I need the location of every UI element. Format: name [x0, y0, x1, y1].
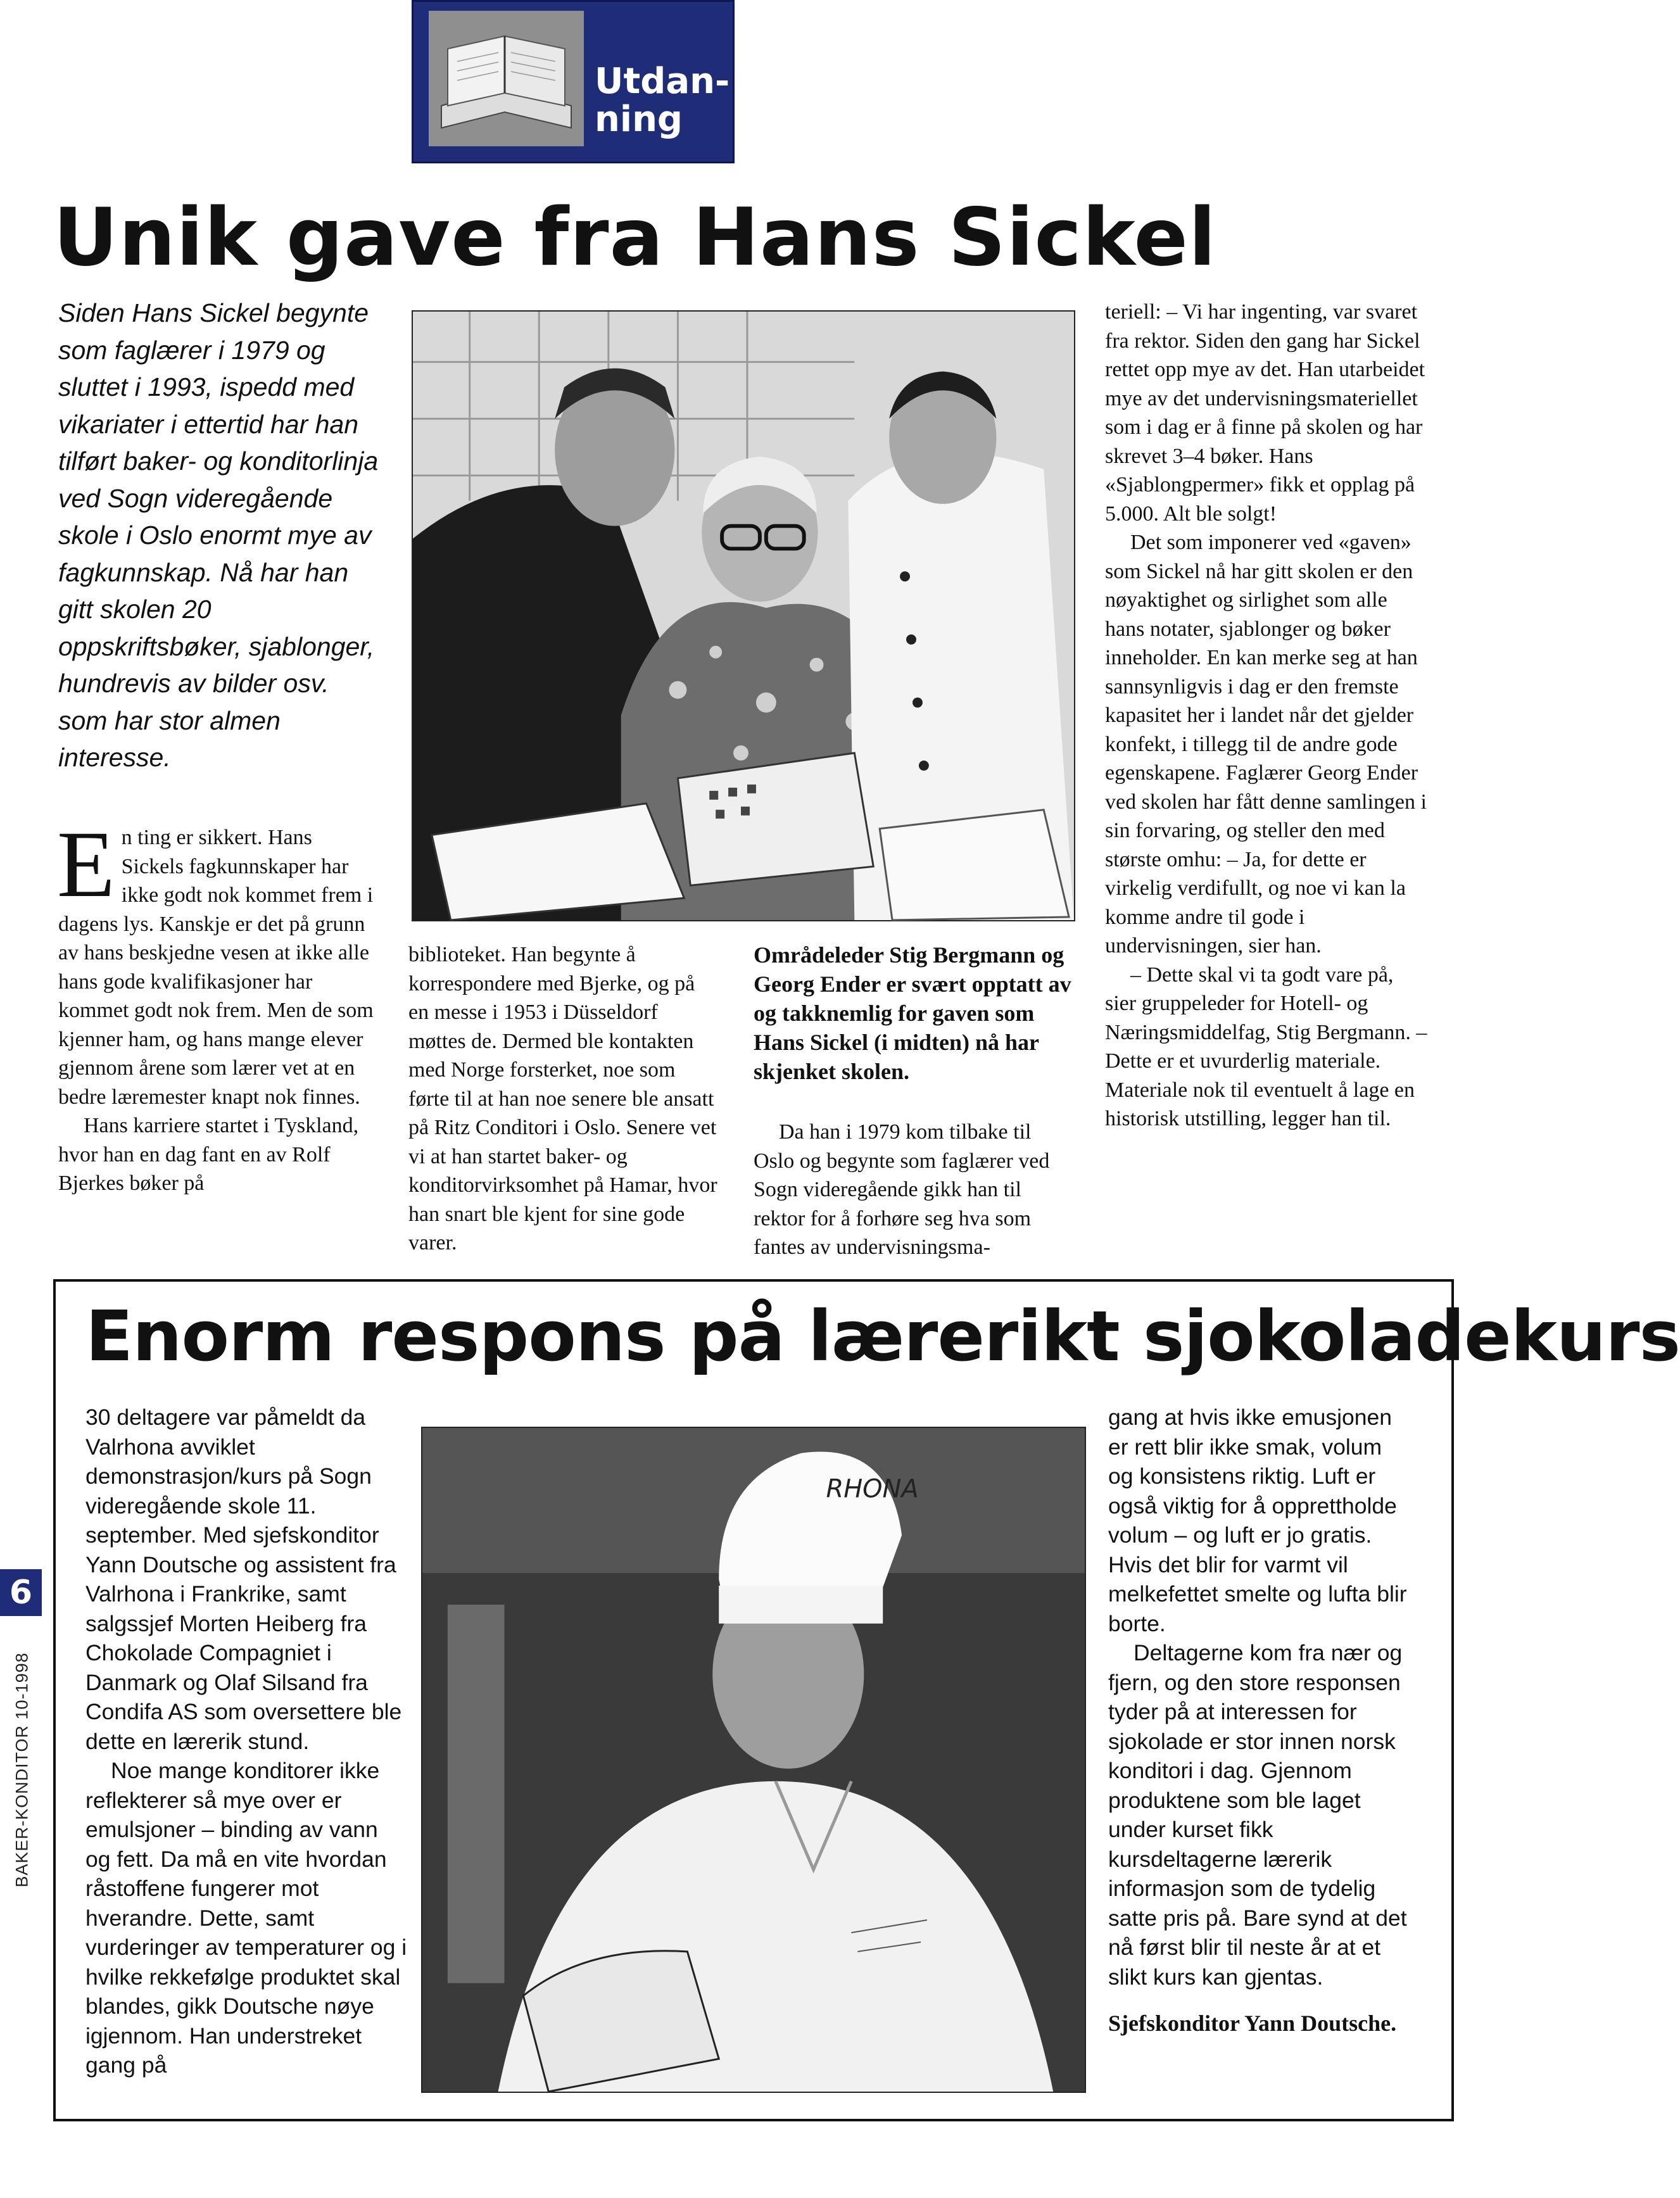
article2-photo-caption: Sjefskonditor Yann Doutsche.: [1108, 2011, 1397, 2036]
magazine-side-label: BAKER-KONDITOR 10-1998: [12, 1652, 32, 1888]
article1-column-3: [754, 1118, 1073, 1262]
article2-column-2: [1108, 1403, 1412, 1992]
article1-col4-paragraph-2: Det som imponerer ved «gaven» som Sickel nå har gitt skolen er den nøyaktighet og sirlighet som alle hans notater, sjablonger og bøker inneholder. En kan merke seg at han sannsynligvis i dag er den fremste kapasitet her i landet når det gjelder konfekt, i tillegg til de andre gode egenskapene. Faglærer Georg Ender ved skolen har fått denne samlingen i sin forvaring, og steller den med største omhu: – Ja, for dette er virkelig verdifullt, og noe vi kan la komme andre til gode i undervisningen, sier han.: [1105, 531, 1427, 957]
article2-col1-paragraph-1: 30 deltagere var påmeldt da Valrhona avviklet demonstrasjon/kurs på Sogn videregående skole 11. september. Med sjefskonditor Yann Doutsche og assistent fra Valrhona i Frankrike, samt salgssjef Morten Heiberg fra Chokolade Compagniet i Danmark og Olaf Silsand fra Condifa AS som oversettere ble dette en lærerik stund.: [85, 1405, 402, 1754]
article1-col3-paragraph-1: Da han i 1979 kom tilbake til Oslo og begynte som faglærer ved Sogn videregående gikk han til rektor for å forhøre seg hva som fantes av undervisningsma-: [754, 1120, 1050, 1259]
article2-photo: [421, 1427, 1086, 2093]
article1-col4-paragraph-1: teriell: – Vi har ingenting, var svaret fra rektor. Siden den gang har Sickel rettet opp mye av det. Han utarbeidet mye av det undervisningsmateriellet som i dag er å finne på skolen og har skrevet 3–4 bøker. Hans «Sjablongpermer» fikk et opplag på 5.000. Alt ble solgt!: [1105, 300, 1425, 526]
article1-photo-caption: Områdeleder Stig Bergmann og Georg Ender er svært opptatt av og takknemlig for gaven som Hans Sickel (i midten) nå har skjenket skolen.: [754, 942, 1071, 1084]
section-tab-label: Utdan- ning: [595, 61, 730, 140]
article1-column-2: [408, 940, 719, 1258]
article2-col2-paragraph-1: gang at hvis ikke emusjonen er rett blir ikke smak, volum og konsistens riktig. Luft er også viktig for å opprettholde volum – og luft er jo gratis. Hvis det blir for varmt vil melkefettet smelte og lufta blir borte.: [1108, 1405, 1407, 1636]
article1-column-1: [57, 812, 378, 1198]
article1-column-4: [1105, 298, 1428, 1134]
section-tab-book-image: [429, 11, 584, 146]
article1-col4-paragraph-3: – Dette skal vi ta godt vare på, sier gruppeleder for Hotell- og Næringsmiddelfag, Stig Bergmann. – Dette er et uvurderlig materiale. Materiale nok til eventuelt å lage en historisk utstilling, legger han til.: [1105, 963, 1427, 1130]
article2-col1-paragraph-2: Noe mange konditorer ikke reflekterer så mye over er emulsjoner – binding av vann og fett. Da må en vite hvordan råstoffene fungerer mot hverandre. Dette, samt vurderinger av temperaturer og i hvilke rekkefølge produktet skal blandes, gikk Doutsche nøye igjennom. Han understreket gang på: [85, 1758, 407, 2078]
article2-headline: Enorm respons på lærerikt sjokoladekurs: [85, 1296, 1680, 1377]
article1-lead: Siden Hans Sickel begynte som faglærer i 1979 og sluttet i 1993, ispedd med vikariater i ettertid har han tilført baker- og konditorlinja ved Sogn videregående skole i Oslo enormt mye av fagkunnskap. Nå har han gitt skolen 20 oppskriftsbøker, sjablonger, hundrevis av bilder osv. som har stor almen interesse.: [58, 298, 379, 772]
article1-headline: Unik gave fra Hans Sickel: [53, 191, 1217, 284]
article1-col1-paragraph-2: Hans karriere startet i Tyskland, hvor han en dag fant en av Rolf Bjerkes bøker på: [58, 1114, 359, 1195]
article2-col2-paragraph-2: Deltagerne kom fra nær og fjern, og den store responsen tyder på at interessen for sjokolade er stor innen norsk konditori i dag. Gjennom produktene som ble laget under kurset fikk kursdeltagerne lærerik informasjon som de tydelig satte pris på. Bare synd at det nå først blir til neste år at et slikt kurs kan gjentas.: [1108, 1640, 1407, 1990]
article1-col2-paragraph-1: biblioteket. Han begynte å korrespondere med Bjerke, og på en messe i 1953 i Düsseldorf møttes de. Dermed ble kontakten med Norge forsterket, noe som førte til at han noe senere ble ansatt på Ritz Conditori i Oslo. Senere vet vi at han startet baker- og konditorvirksomhet på Hamar, hvor han snart ble kjent for sine gode varer.: [408, 943, 717, 1254]
article1-col1-paragraph-1: n ting er sikkert. Hans Sickels fagkunnskaper har ikke godt nok kommet frem i dagens lys. Kanskje er det på grunn av hans beskjedne vesen at ikke alle hans gode kvalifikasjoner har kommet godt nok frem. Men de som kjenner ham, og hans mange elever gjennom årene som lærer vet at en bedre læremester knapt nok finnes.: [58, 826, 374, 1109]
dropcap: E: [57, 812, 115, 917]
page-number: 6: [0, 1569, 42, 1616]
article2-column-1: [85, 1403, 408, 2080]
chef-hat-logo-text: RHONA: [826, 1474, 919, 1504]
section-tab: [412, 0, 735, 163]
article1-photo: [412, 310, 1075, 921]
